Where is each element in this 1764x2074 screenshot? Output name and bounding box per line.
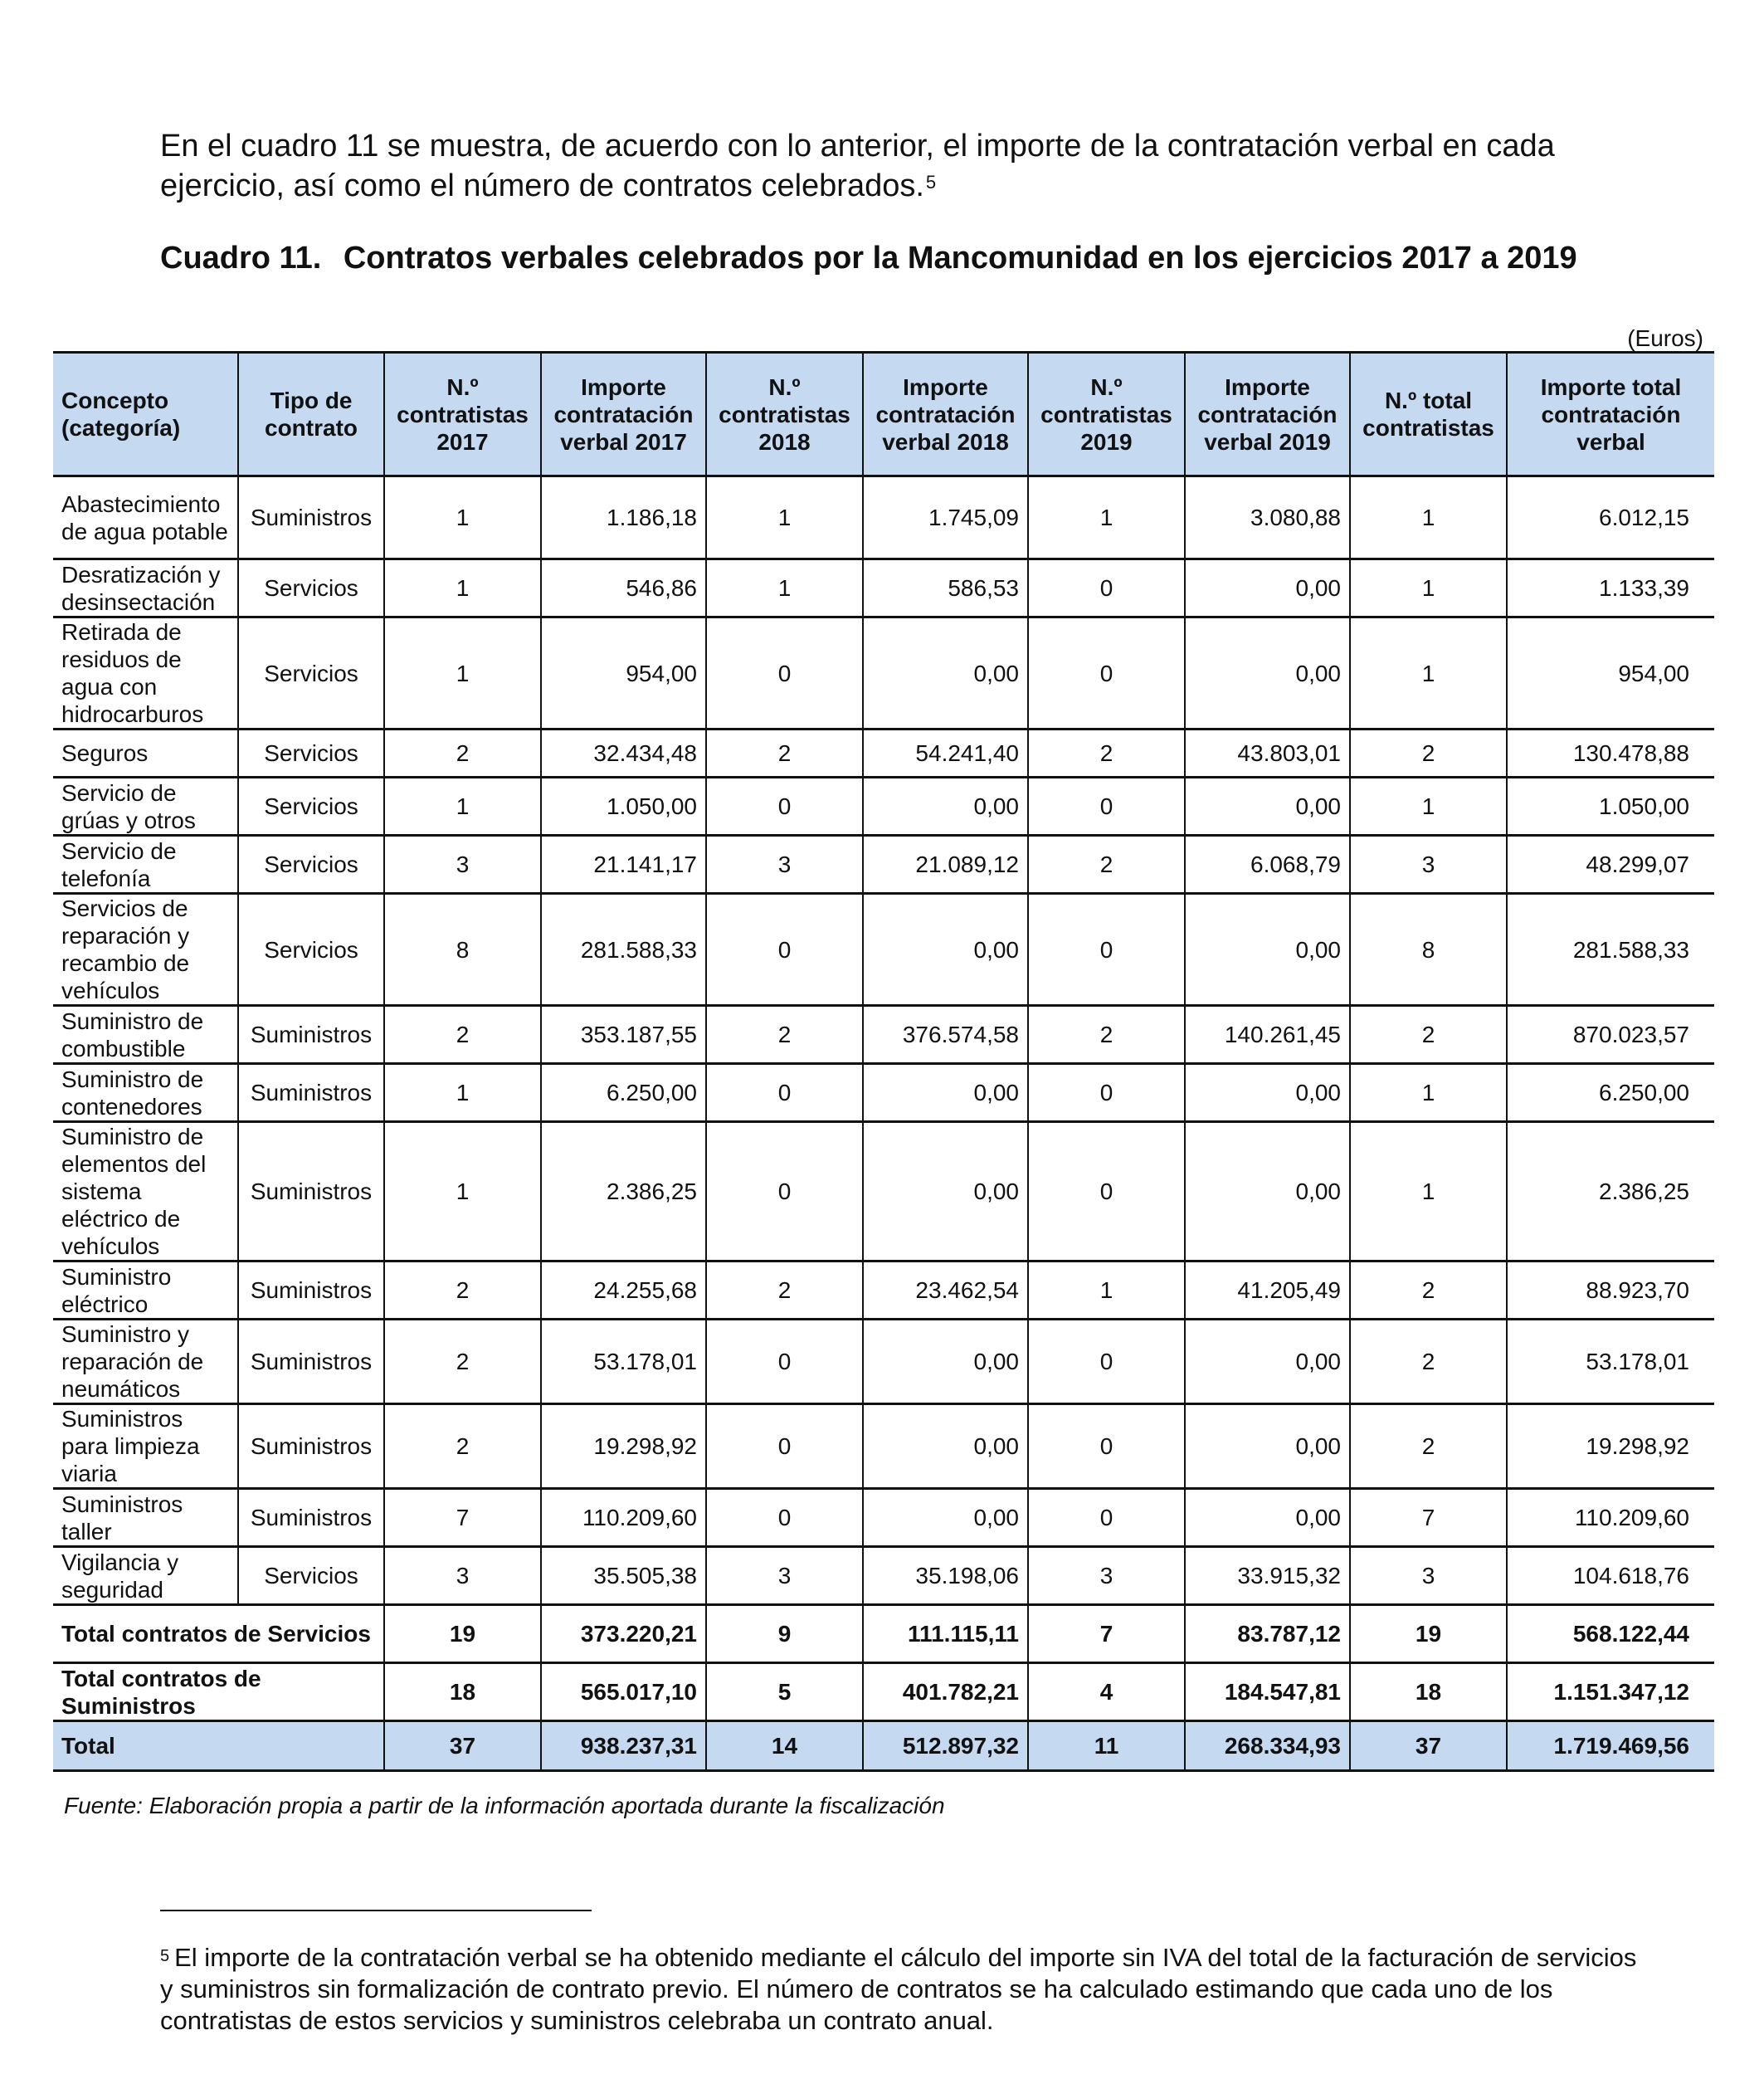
cell-n2017: 3 (384, 836, 541, 894)
cell-imp2018: 54.241,40 (863, 730, 1028, 778)
cell-n2017: 18 (384, 1663, 541, 1721)
cell-tipo: Suministros (238, 1006, 384, 1064)
cell-total-label: Total (53, 1721, 384, 1771)
cell-concepto: Suministro de elementos del sistema eléctrico de vehículos (53, 1122, 238, 1261)
cell-concepto: Desratización y desinsectación (53, 559, 238, 617)
cell-imp2018: 586,53 (863, 559, 1028, 617)
cell-n2019: 0 (1028, 894, 1185, 1006)
header-imp2018: Importe contratación verbal 2018 (863, 353, 1028, 476)
header-imptotal: Importe total contratación verbal (1507, 353, 1714, 476)
cell-imp2017: 19.298,92 (541, 1404, 706, 1489)
cell-imptotal: 1.151.347,12 (1507, 1663, 1714, 1721)
cell-imp2017: 21.141,17 (541, 836, 706, 894)
cell-n2018: 3 (706, 1547, 863, 1605)
cell-n2017: 2 (384, 1261, 541, 1320)
cell-n2017: 7 (384, 1489, 541, 1547)
cell-imp2018: 0,00 (863, 1489, 1028, 1547)
cell-tipo: Suministros (238, 1404, 384, 1489)
cell-concepto: Servicio de grúas y otros (53, 778, 238, 836)
cell-imp2018: 0,00 (863, 778, 1028, 836)
cell-n2018: 9 (706, 1605, 863, 1663)
cell-imp2018: 0,00 (863, 1404, 1028, 1489)
cell-imp2018: 21.089,12 (863, 836, 1028, 894)
cell-n2018: 0 (706, 1404, 863, 1489)
cell-imptotal: 130.478,88 (1507, 730, 1714, 778)
cell-n2017: 1 (384, 559, 541, 617)
cell-imp2018: 1.745,09 (863, 476, 1028, 559)
cell-n2019: 7 (1028, 1605, 1185, 1663)
cell-tipo: Servicios (238, 894, 384, 1006)
cell-concepto: Suministros para limpieza viaria (53, 1404, 238, 1489)
cell-imptotal: 53.178,01 (1507, 1320, 1714, 1404)
cell-imptotal: 110.209,60 (1507, 1489, 1714, 1547)
cell-n2019: 0 (1028, 778, 1185, 836)
table-row (53, 1064, 1714, 1122)
footnote (160, 1942, 1637, 2037)
table-header (53, 353, 1714, 476)
table-row (53, 730, 1714, 778)
cell-concepto: Suministro eléctrico (53, 1261, 238, 1320)
cell-n2017: 2 (384, 730, 541, 778)
cell-imptotal: 19.298,92 (1507, 1404, 1714, 1489)
cell-imp2019: 33.915,32 (1185, 1547, 1350, 1605)
table-row (53, 1006, 1714, 1064)
cell-n2019: 0 (1028, 1320, 1185, 1404)
intro-paragraph (160, 126, 1637, 206)
cell-imp2018: 0,00 (863, 1064, 1028, 1122)
subtotal-row (53, 1605, 1714, 1663)
cell-imp2017: 2.386,25 (541, 1122, 706, 1261)
cell-tipo: Suministros (238, 1320, 384, 1404)
cell-ntotal: 1 (1350, 778, 1507, 836)
table-row (53, 1547, 1714, 1605)
cell-tipo: Servicios (238, 1547, 384, 1605)
cell-n2019: 11 (1028, 1721, 1185, 1771)
cell-n2017: 2 (384, 1320, 541, 1404)
cell-ntotal: 1 (1350, 617, 1507, 730)
cell-n2017: 1 (384, 476, 541, 559)
cell-concepto: Suministro y reparación de neumáticos (53, 1320, 238, 1404)
cell-imptotal: 88.923,70 (1507, 1261, 1714, 1320)
cell-imp2019: 184.547,81 (1185, 1663, 1350, 1721)
cell-imp2017: 373.220,21 (541, 1605, 706, 1663)
cell-concepto: Servicio de telefonía (53, 836, 238, 894)
table-row (53, 1261, 1714, 1320)
cell-imptotal: 568.122,44 (1507, 1605, 1714, 1663)
header-n2019: N.º contratistas 2019 (1028, 353, 1185, 476)
cell-imp2018: 35.198,06 (863, 1547, 1028, 1605)
cell-imp2019: 3.080,88 (1185, 476, 1350, 559)
cell-tipo: Suministros (238, 1122, 384, 1261)
cell-imp2018: 0,00 (863, 617, 1028, 730)
caption-number: Cuadro 11. (160, 241, 322, 276)
cell-n2019: 2 (1028, 836, 1185, 894)
cell-n2018: 0 (706, 778, 863, 836)
cell-imptotal: 1.719.469,56 (1507, 1721, 1714, 1771)
cell-imp2018: 376.574,58 (863, 1006, 1028, 1064)
cell-ntotal: 8 (1350, 894, 1507, 1006)
cell-n2019: 0 (1028, 559, 1185, 617)
table-caption (160, 241, 1654, 276)
cell-n2018: 14 (706, 1721, 863, 1771)
cell-tipo: Suministros (238, 1261, 384, 1320)
header-row (53, 353, 1714, 476)
cell-total-label: Total contratos de Suministros (53, 1663, 384, 1721)
grand-total-row (53, 1721, 1714, 1771)
cell-n2018: 2 (706, 1006, 863, 1064)
intro-text: En el cuadro 11 se muestra, de acuerdo con lo anterior, el importe de la contratación verbal en cada ejercicio, así como el número de contratos celebrados. (160, 129, 1555, 203)
header-n2017: N.º contratistas 2017 (384, 353, 541, 476)
cell-imp2017: 565.017,10 (541, 1663, 706, 1721)
source-note: Fuente: Elaboración propia a partir de la información aportada durante la fiscalización (64, 1793, 945, 1818)
table-row (53, 778, 1714, 836)
cell-n2019: 0 (1028, 1404, 1185, 1489)
cell-n2017: 2 (384, 1006, 541, 1064)
units-label: (Euros) (1627, 325, 1703, 351)
header-tipo: Tipo de contrato (238, 353, 384, 476)
cell-concepto: Suministro de contenedores (53, 1064, 238, 1122)
table-row (53, 476, 1714, 559)
cell-imp2017: 938.237,31 (541, 1721, 706, 1771)
header-ntotal: N.º total contratistas (1350, 353, 1507, 476)
table-row (53, 617, 1714, 730)
cell-imptotal: 6.012,15 (1507, 476, 1714, 559)
cell-ntotal: 18 (1350, 1663, 1507, 1721)
cell-n2019: 0 (1028, 1064, 1185, 1122)
cell-imp2019: 0,00 (1185, 778, 1350, 836)
cell-concepto: Servicios de reparación y recambio de vehículos (53, 894, 238, 1006)
cell-imptotal: 6.250,00 (1507, 1064, 1714, 1122)
cell-imp2019: 0,00 (1185, 894, 1350, 1006)
table-row (53, 836, 1714, 894)
cell-tipo: Servicios (238, 559, 384, 617)
cell-n2018: 0 (706, 1320, 863, 1404)
cell-imp2019: 140.261,45 (1185, 1006, 1350, 1064)
subtotal-row (53, 1663, 1714, 1721)
cell-imp2019: 83.787,12 (1185, 1605, 1350, 1663)
cell-imp2017: 353.187,55 (541, 1006, 706, 1064)
cell-tipo: Servicios (238, 730, 384, 778)
footnote-separator (160, 1910, 592, 1911)
cell-n2018: 1 (706, 476, 863, 559)
cell-imptotal: 954,00 (1507, 617, 1714, 730)
cell-concepto: Seguros (53, 730, 238, 778)
cell-n2018: 5 (706, 1663, 863, 1721)
header-concepto: Concepto (categoría) (53, 353, 238, 476)
cell-imptotal: 870.023,57 (1507, 1006, 1714, 1064)
cell-n2017: 3 (384, 1547, 541, 1605)
table-row (53, 1489, 1714, 1547)
cell-n2017: 2 (384, 1404, 541, 1489)
cell-ntotal: 2 (1350, 1006, 1507, 1064)
cell-imptotal: 1.050,00 (1507, 778, 1714, 836)
cell-imp2019: 43.803,01 (1185, 730, 1350, 778)
cell-ntotal: 1 (1350, 476, 1507, 559)
cell-n2017: 1 (384, 778, 541, 836)
cell-tipo: Suministros (238, 1064, 384, 1122)
cell-imp2018: 0,00 (863, 1320, 1028, 1404)
table-row (53, 559, 1714, 617)
cell-imp2019: 0,00 (1185, 1489, 1350, 1547)
cell-n2018: 0 (706, 1489, 863, 1547)
cell-n2019: 0 (1028, 617, 1185, 730)
cell-n2017: 1 (384, 1122, 541, 1261)
cell-ntotal: 2 (1350, 730, 1507, 778)
cell-ntotal: 2 (1350, 1261, 1507, 1320)
cell-imp2017: 32.434,48 (541, 730, 706, 778)
cell-concepto: Vigilancia y seguridad (53, 1547, 238, 1605)
cell-n2018: 2 (706, 730, 863, 778)
cell-imp2019: 0,00 (1185, 1064, 1350, 1122)
cell-tipo: Suministros (238, 476, 384, 559)
cell-ntotal: 2 (1350, 1404, 1507, 1489)
cell-ntotal: 2 (1350, 1320, 1507, 1404)
cell-imp2019: 268.334,93 (1185, 1721, 1350, 1771)
cell-n2019: 2 (1028, 1006, 1185, 1064)
cell-ntotal: 19 (1350, 1605, 1507, 1663)
cell-total-label: Total contratos de Servicios (53, 1605, 384, 1663)
cell-n2019: 1 (1028, 476, 1185, 559)
cell-imp2017: 546,86 (541, 559, 706, 617)
cell-ntotal: 1 (1350, 1064, 1507, 1122)
cell-n2019: 0 (1028, 1122, 1185, 1261)
table-body (53, 476, 1714, 1771)
cell-n2018: 0 (706, 1064, 863, 1122)
cell-n2019: 1 (1028, 1261, 1185, 1320)
footnote-text: El importe de la contratación verbal se ha obtenido mediante el cálculo del importe sin IVA del total de la facturación de servicios y suministros sin formalización de contrato previo. El número de contratos se ha calculado estimando que cada uno de los contratistas de estos servicios y suministros celebraba un contrato anual. (160, 1943, 1637, 2035)
cell-imp2019: 6.068,79 (1185, 836, 1350, 894)
cell-imp2017: 281.588,33 (541, 894, 706, 1006)
header-n2018: N.º contratistas 2018 (706, 353, 863, 476)
cell-concepto: Suministros taller (53, 1489, 238, 1547)
cell-imp2017: 1.186,18 (541, 476, 706, 559)
cell-n2017: 8 (384, 894, 541, 1006)
header-imp2017: Importe contratación verbal 2017 (541, 353, 706, 476)
cell-tipo: Servicios (238, 836, 384, 894)
cell-ntotal: 3 (1350, 1547, 1507, 1605)
cell-imptotal: 2.386,25 (1507, 1122, 1714, 1261)
cell-n2018: 0 (706, 894, 863, 1006)
cell-n2019: 3 (1028, 1547, 1185, 1605)
caption-title: Contratos verbales celebrados por la Mancomunidad en los ejercicios 2017 a 2019 (343, 241, 1577, 276)
cell-ntotal: 37 (1350, 1721, 1507, 1771)
cell-tipo: Servicios (238, 617, 384, 730)
cell-tipo: Suministros (238, 1489, 384, 1547)
footnote-mark: 5 (160, 1947, 170, 1965)
cell-tipo: Servicios (238, 778, 384, 836)
cell-imp2018: 0,00 (863, 1122, 1028, 1261)
cell-n2017: 19 (384, 1605, 541, 1663)
cell-imp2017: 35.505,38 (541, 1547, 706, 1605)
cell-imp2017: 110.209,60 (541, 1489, 706, 1547)
cell-imp2017: 1.050,00 (541, 778, 706, 836)
cell-imp2019: 0,00 (1185, 1122, 1350, 1261)
cell-ntotal: 1 (1350, 559, 1507, 617)
cell-ntotal: 1 (1350, 1122, 1507, 1261)
cell-n2017: 37 (384, 1721, 541, 1771)
cell-imptotal: 1.133,39 (1507, 559, 1714, 617)
cell-n2018: 0 (706, 1122, 863, 1261)
cell-concepto: Retirada de residuos de agua con hidrocarburos (53, 617, 238, 730)
cell-n2017: 1 (384, 617, 541, 730)
cell-imptotal: 104.618,76 (1507, 1547, 1714, 1605)
cell-imp2017: 6.250,00 (541, 1064, 706, 1122)
cell-imp2017: 954,00 (541, 617, 706, 730)
cell-n2018: 0 (706, 617, 863, 730)
cell-n2019: 2 (1028, 730, 1185, 778)
cell-n2017: 1 (384, 1064, 541, 1122)
cell-imp2017: 53.178,01 (541, 1320, 706, 1404)
footnote-reference: 5 (925, 172, 937, 193)
cell-imp2019: 0,00 (1185, 1404, 1350, 1489)
cell-concepto: Abastecimiento de agua potable (53, 476, 238, 559)
cell-imp2019: 0,00 (1185, 1320, 1350, 1404)
cell-imp2018: 0,00 (863, 894, 1028, 1006)
table-row (53, 1122, 1714, 1261)
cell-imp2019: 41.205,49 (1185, 1261, 1350, 1320)
cell-n2018: 2 (706, 1261, 863, 1320)
cell-imp2018: 512.897,32 (863, 1721, 1028, 1771)
cell-concepto: Suministro de combustible (53, 1006, 238, 1064)
cell-n2018: 3 (706, 836, 863, 894)
cell-imp2019: 0,00 (1185, 617, 1350, 730)
cell-imptotal: 281.588,33 (1507, 894, 1714, 1006)
cell-imp2018: 401.782,21 (863, 1663, 1028, 1721)
cell-ntotal: 3 (1350, 836, 1507, 894)
cell-n2019: 0 (1028, 1489, 1185, 1547)
cell-imp2018: 111.115,11 (863, 1605, 1028, 1663)
header-imp2019: Importe contratación verbal 2019 (1185, 353, 1350, 476)
contracts-table (53, 351, 1714, 1772)
table-row (53, 1404, 1714, 1489)
cell-imp2017: 24.255,68 (541, 1261, 706, 1320)
cell-n2019: 4 (1028, 1663, 1185, 1721)
cell-imptotal: 48.299,07 (1507, 836, 1714, 894)
cell-ntotal: 7 (1350, 1489, 1507, 1547)
table-row (53, 894, 1714, 1006)
cell-imp2018: 23.462,54 (863, 1261, 1028, 1320)
cell-imp2019: 0,00 (1185, 559, 1350, 617)
table-row (53, 1320, 1714, 1404)
cell-n2018: 1 (706, 559, 863, 617)
